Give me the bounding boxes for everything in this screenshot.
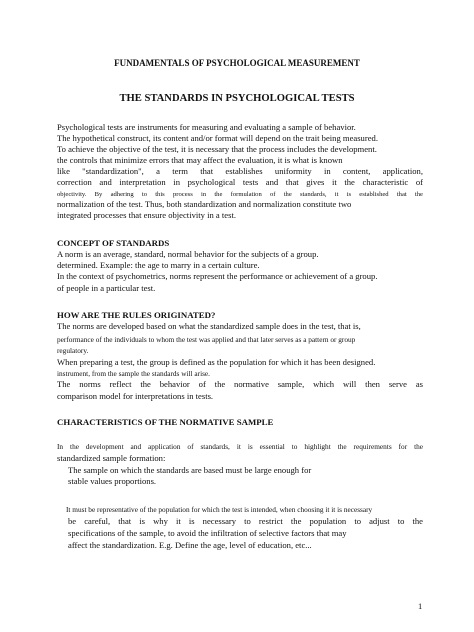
rules-line: performance of the individuals to whom the test was applied and that later serves as a pattern or group bbox=[57, 335, 356, 344]
item1-line: The sample on which the standards are based must be large enough for bbox=[68, 465, 312, 475]
page-number: 1 bbox=[418, 601, 423, 611]
rules-line: The norms are developed based on what the standardized sample does in the test, that is, bbox=[57, 321, 361, 331]
concept-line: In the context of psychometrics, norms represent the performance or achievement of a group. bbox=[57, 271, 378, 281]
rules-line: The norms reflect the behavior of the normative sample, which will then serve as bbox=[57, 379, 423, 389]
item2-line: It must be representative of the population for which the test is intended, when choosing it it is necessary bbox=[66, 505, 373, 514]
item2-line: specifications of the sample, to avoid the infiltration of selective factors that may bbox=[68, 528, 347, 538]
intro-line: The hypothetical construct, its content and/or format will depend on the trait being measured. bbox=[57, 133, 378, 143]
section-title: THE STANDARDS IN PSYCHOLOGICAL TESTS bbox=[119, 93, 355, 104]
rules-line: When preparing a test, the group is defined as the population for which it has been designed. bbox=[57, 357, 376, 367]
concept-line: A norm is an average, standard, normal behavior for the subjects of a group. bbox=[57, 249, 319, 259]
concept-heading: CONCEPT OF STANDARDS bbox=[57, 238, 170, 248]
item1-line: stable values proportions. bbox=[68, 476, 157, 486]
rules-heading: HOW ARE THE RULES ORIGINATED? bbox=[57, 310, 216, 320]
intro-line: integrated processes that ensure objectivity in a test. bbox=[57, 210, 236, 220]
rules-line: regulatory. bbox=[57, 346, 89, 355]
concept-line: determined. Example: the age to marry in a certain culture. bbox=[57, 260, 260, 270]
intro-line: the controls that minimize errors that may affect the evaluation, it is what is known bbox=[57, 155, 343, 165]
intro-line: To achieve the objective of the test, it is necessary that the process includes the development. bbox=[57, 144, 377, 154]
item2-line: affect the standardization. E.g. Define the age, level of education, etc... bbox=[68, 540, 312, 550]
intro-line: Psychological tests are instruments for measuring and evaluating a sample of behavior. bbox=[57, 122, 356, 132]
item2-line: be careful, that is why it is necessary to restrict the population to adjust to the bbox=[68, 516, 423, 526]
rules-line: instrument, from the sample the standards will arise. bbox=[57, 369, 210, 378]
rules-line: comparison model for interpretations in tests. bbox=[57, 391, 214, 401]
characteristics-heading: CHARACTERISTICS OF THE NORMATIVE SAMPLE bbox=[57, 417, 274, 427]
characteristics-intro-line: standardized sample formation: bbox=[57, 453, 166, 463]
intro-line: objectivity. By adhering to this process in the formulation of the standards, it is established that the bbox=[57, 191, 423, 198]
characteristics-intro-line: In the development and application of standards, it is essential to highlight the requirements for the bbox=[57, 442, 423, 451]
intro-line: like "standardization", a term that establishes uniformity in content, application, bbox=[57, 166, 423, 176]
intro-line: correction and interpretation in psychological tests and that gives it the characteristic of bbox=[57, 177, 423, 187]
intro-line: normalization of the test. Thus, both standardization and normalization constitute two bbox=[57, 199, 352, 209]
document-title: FUNDAMENTALS OF PSYCHOLOGICAL MEASUREMENT bbox=[114, 58, 360, 68]
concept-line: of people in a particular test. bbox=[57, 283, 156, 293]
